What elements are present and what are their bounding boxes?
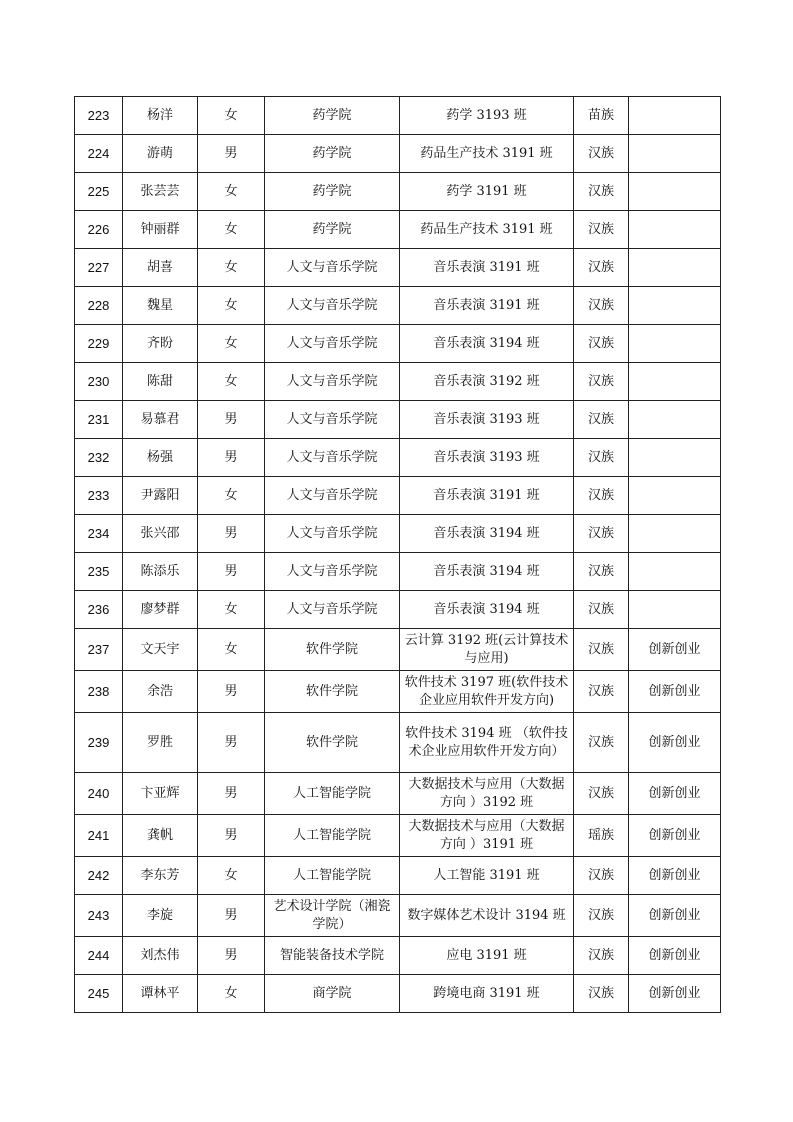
- gender-cell: 男: [198, 135, 265, 173]
- note-cell: [629, 97, 721, 135]
- gender-cell: 男: [198, 439, 265, 477]
- gender-cell: 男: [198, 401, 265, 439]
- note-cell: [629, 477, 721, 515]
- row-number-cell: 238: [75, 671, 123, 713]
- class-name-cell: 音乐表演 3194 班: [400, 325, 574, 363]
- college-cell: 人文与音乐学院: [265, 287, 400, 325]
- college-cell: 智能装备技术学院: [265, 937, 400, 975]
- ethnicity-cell: 汉族: [574, 629, 629, 671]
- class-name-cell: 音乐表演 3194 班: [400, 591, 574, 629]
- row-number-cell: 225: [75, 173, 123, 211]
- table-row: [75, 249, 721, 287]
- note-cell: 创新创业: [629, 713, 721, 773]
- note-cell: [629, 287, 721, 325]
- class-name-cell: 音乐表演 3191 班: [400, 287, 574, 325]
- row-number-cell: 224: [75, 135, 123, 173]
- note-cell: [629, 515, 721, 553]
- college-cell: 人工智能学院: [265, 857, 400, 895]
- table-row: [75, 815, 721, 857]
- row-number-cell: 241: [75, 815, 123, 857]
- class-name-cell: 药学 3191 班: [400, 173, 574, 211]
- class-name-cell: 软件技术 3194 班 （软件技术企业应用软件开发方向）: [400, 713, 574, 773]
- gender-cell: 男: [198, 515, 265, 553]
- note-cell: [629, 553, 721, 591]
- class-name-cell: 云计算 3192 班(云计算技术与应用): [400, 629, 574, 671]
- table-row: [75, 439, 721, 477]
- gender-cell: 女: [198, 211, 265, 249]
- class-name-cell: 音乐表演 3191 班: [400, 249, 574, 287]
- college-cell: 药学院: [265, 173, 400, 211]
- class-name-cell: 药学 3193 班: [400, 97, 574, 135]
- class-name-cell: 药品生产技术 3191 班: [400, 135, 574, 173]
- ethnicity-cell: 汉族: [574, 773, 629, 815]
- student-name-cell: 钟丽群: [123, 211, 198, 249]
- table-row: [75, 773, 721, 815]
- row-number-cell: 229: [75, 325, 123, 363]
- ethnicity-cell: 汉族: [574, 515, 629, 553]
- college-cell: 人文与音乐学院: [265, 363, 400, 401]
- gender-cell: 女: [198, 857, 265, 895]
- student-name-cell: 胡喜: [123, 249, 198, 287]
- class-name-cell: 应电 3191 班: [400, 937, 574, 975]
- roster-body: [75, 97, 721, 1013]
- college-cell: 人工智能学院: [265, 773, 400, 815]
- table-row: [75, 671, 721, 713]
- class-name-cell: 音乐表演 3194 班: [400, 553, 574, 591]
- table-row: [75, 401, 721, 439]
- table-row: [75, 287, 721, 325]
- ethnicity-cell: 汉族: [574, 937, 629, 975]
- student-name-cell: 陈添乐: [123, 553, 198, 591]
- row-number-cell: 245: [75, 975, 123, 1013]
- student-name-cell: 魏星: [123, 287, 198, 325]
- table-row: [75, 895, 721, 937]
- note-cell: [629, 135, 721, 173]
- college-cell: 软件学院: [265, 629, 400, 671]
- student-name-cell: 李东芳: [123, 857, 198, 895]
- table-row: [75, 325, 721, 363]
- row-number-cell: 234: [75, 515, 123, 553]
- student-name-cell: 易慕君: [123, 401, 198, 439]
- table-row: [75, 97, 721, 135]
- student-name-cell: 谭林平: [123, 975, 198, 1013]
- ethnicity-cell: 汉族: [574, 975, 629, 1013]
- college-cell: 人文与音乐学院: [265, 325, 400, 363]
- class-name-cell: 音乐表演 3193 班: [400, 439, 574, 477]
- note-cell: [629, 363, 721, 401]
- row-number-cell: 244: [75, 937, 123, 975]
- student-name-cell: 张兴邵: [123, 515, 198, 553]
- student-name-cell: 龚帆: [123, 815, 198, 857]
- gender-cell: 女: [198, 97, 265, 135]
- row-number-cell: 228: [75, 287, 123, 325]
- row-number-cell: 226: [75, 211, 123, 249]
- table-row: [75, 857, 721, 895]
- table-row: [75, 173, 721, 211]
- row-number-cell: 235: [75, 553, 123, 591]
- student-name-cell: 文天宇: [123, 629, 198, 671]
- college-cell: 人文与音乐学院: [265, 249, 400, 287]
- student-name-cell: 刘杰伟: [123, 937, 198, 975]
- college-cell: 人文与音乐学院: [265, 477, 400, 515]
- note-cell: [629, 439, 721, 477]
- note-cell: 创新创业: [629, 773, 721, 815]
- student-name-cell: 尹露阳: [123, 477, 198, 515]
- ethnicity-cell: 汉族: [574, 135, 629, 173]
- college-cell: 人工智能学院: [265, 815, 400, 857]
- student-name-cell: 陈甜: [123, 363, 198, 401]
- ethnicity-cell: 汉族: [574, 477, 629, 515]
- gender-cell: 男: [198, 815, 265, 857]
- row-number-cell: 240: [75, 773, 123, 815]
- ethnicity-cell: 汉族: [574, 439, 629, 477]
- college-cell: 药学院: [265, 135, 400, 173]
- college-cell: 药学院: [265, 211, 400, 249]
- ethnicity-cell: 汉族: [574, 287, 629, 325]
- ethnicity-cell: 汉族: [574, 591, 629, 629]
- gender-cell: 女: [198, 477, 265, 515]
- note-cell: 创新创业: [629, 895, 721, 937]
- student-name-cell: 廖梦群: [123, 591, 198, 629]
- college-cell: 软件学院: [265, 713, 400, 773]
- table-row: [75, 211, 721, 249]
- gender-cell: 男: [198, 773, 265, 815]
- college-cell: 人文与音乐学院: [265, 401, 400, 439]
- ethnicity-cell: 汉族: [574, 249, 629, 287]
- student-name-cell: 余浩: [123, 671, 198, 713]
- class-name-cell: 音乐表演 3192 班: [400, 363, 574, 401]
- note-cell: 创新创业: [629, 671, 721, 713]
- ethnicity-cell: 汉族: [574, 211, 629, 249]
- row-number-cell: 242: [75, 857, 123, 895]
- ethnicity-cell: 汉族: [574, 363, 629, 401]
- row-number-cell: 231: [75, 401, 123, 439]
- gender-cell: 男: [198, 553, 265, 591]
- gender-cell: 男: [198, 937, 265, 975]
- note-cell: [629, 249, 721, 287]
- student-name-cell: 杨强: [123, 439, 198, 477]
- gender-cell: 女: [198, 287, 265, 325]
- gender-cell: 女: [198, 173, 265, 211]
- gender-cell: 女: [198, 975, 265, 1013]
- table-row: [75, 477, 721, 515]
- college-cell: 人文与音乐学院: [265, 439, 400, 477]
- student-name-cell: 齐盼: [123, 325, 198, 363]
- table-row: [75, 363, 721, 401]
- student-name-cell: 游萌: [123, 135, 198, 173]
- note-cell: 创新创业: [629, 937, 721, 975]
- row-number-cell: 227: [75, 249, 123, 287]
- college-cell: 艺术设计学院（湘瓷学院）: [265, 895, 400, 937]
- ethnicity-cell: 瑶族: [574, 815, 629, 857]
- class-name-cell: 跨境电商 3191 班: [400, 975, 574, 1013]
- ethnicity-cell: 汉族: [574, 895, 629, 937]
- note-cell: 创新创业: [629, 975, 721, 1013]
- note-cell: [629, 325, 721, 363]
- student-name-cell: 李旋: [123, 895, 198, 937]
- class-name-cell: 大数据技术与应用（大数据方向 ）3192 班: [400, 773, 574, 815]
- note-cell: [629, 211, 721, 249]
- ethnicity-cell: 汉族: [574, 553, 629, 591]
- gender-cell: 男: [198, 671, 265, 713]
- college-cell: 人文与音乐学院: [265, 591, 400, 629]
- ethnicity-cell: 汉族: [574, 671, 629, 713]
- row-number-cell: 230: [75, 363, 123, 401]
- note-cell: 创新创业: [629, 629, 721, 671]
- class-name-cell: 音乐表演 3194 班: [400, 515, 574, 553]
- ethnicity-cell: 汉族: [574, 713, 629, 773]
- class-name-cell: 数字媒体艺术设计 3194 班: [400, 895, 574, 937]
- class-name-cell: 药品生产技术 3191 班: [400, 211, 574, 249]
- student-name-cell: 杨洋: [123, 97, 198, 135]
- note-cell: 创新创业: [629, 857, 721, 895]
- class-name-cell: 大数据技术与应用（大数据方向 ）3191 班: [400, 815, 574, 857]
- table-row: [75, 713, 721, 773]
- student-name-cell: 卞亚辉: [123, 773, 198, 815]
- ethnicity-cell: 汉族: [574, 401, 629, 439]
- ethnicity-cell: 苗族: [574, 97, 629, 135]
- table-row: [75, 629, 721, 671]
- gender-cell: 女: [198, 363, 265, 401]
- ethnicity-cell: 汉族: [574, 325, 629, 363]
- gender-cell: 男: [198, 895, 265, 937]
- class-name-cell: 音乐表演 3191 班: [400, 477, 574, 515]
- gender-cell: 女: [198, 249, 265, 287]
- note-cell: 创新创业: [629, 815, 721, 857]
- college-cell: 人文与音乐学院: [265, 515, 400, 553]
- class-name-cell: 音乐表演 3193 班: [400, 401, 574, 439]
- table-row: [75, 937, 721, 975]
- table-row: [75, 975, 721, 1013]
- table-row: [75, 515, 721, 553]
- table-row: [75, 591, 721, 629]
- gender-cell: 女: [198, 629, 265, 671]
- class-name-cell: 软件技术 3197 班(软件技术企业应用软件开发方向): [400, 671, 574, 713]
- row-number-cell: 236: [75, 591, 123, 629]
- note-cell: [629, 173, 721, 211]
- ethnicity-cell: 汉族: [574, 173, 629, 211]
- class-name-cell: 人工智能 3191 班: [400, 857, 574, 895]
- row-number-cell: 239: [75, 713, 123, 773]
- note-cell: [629, 401, 721, 439]
- table-row: [75, 553, 721, 591]
- table-row: [75, 135, 721, 173]
- row-number-cell: 232: [75, 439, 123, 477]
- college-cell: 人文与音乐学院: [265, 553, 400, 591]
- gender-cell: 女: [198, 591, 265, 629]
- gender-cell: 女: [198, 325, 265, 363]
- ethnicity-cell: 汉族: [574, 857, 629, 895]
- row-number-cell: 237: [75, 629, 123, 671]
- student-name-cell: 罗胜: [123, 713, 198, 773]
- student-name-cell: 张芸芸: [123, 173, 198, 211]
- row-number-cell: 223: [75, 97, 123, 135]
- college-cell: 药学院: [265, 97, 400, 135]
- college-cell: 商学院: [265, 975, 400, 1013]
- college-cell: 软件学院: [265, 671, 400, 713]
- note-cell: [629, 591, 721, 629]
- row-number-cell: 243: [75, 895, 123, 937]
- student-roster-table: [74, 96, 721, 1013]
- row-number-cell: 233: [75, 477, 123, 515]
- gender-cell: 男: [198, 713, 265, 773]
